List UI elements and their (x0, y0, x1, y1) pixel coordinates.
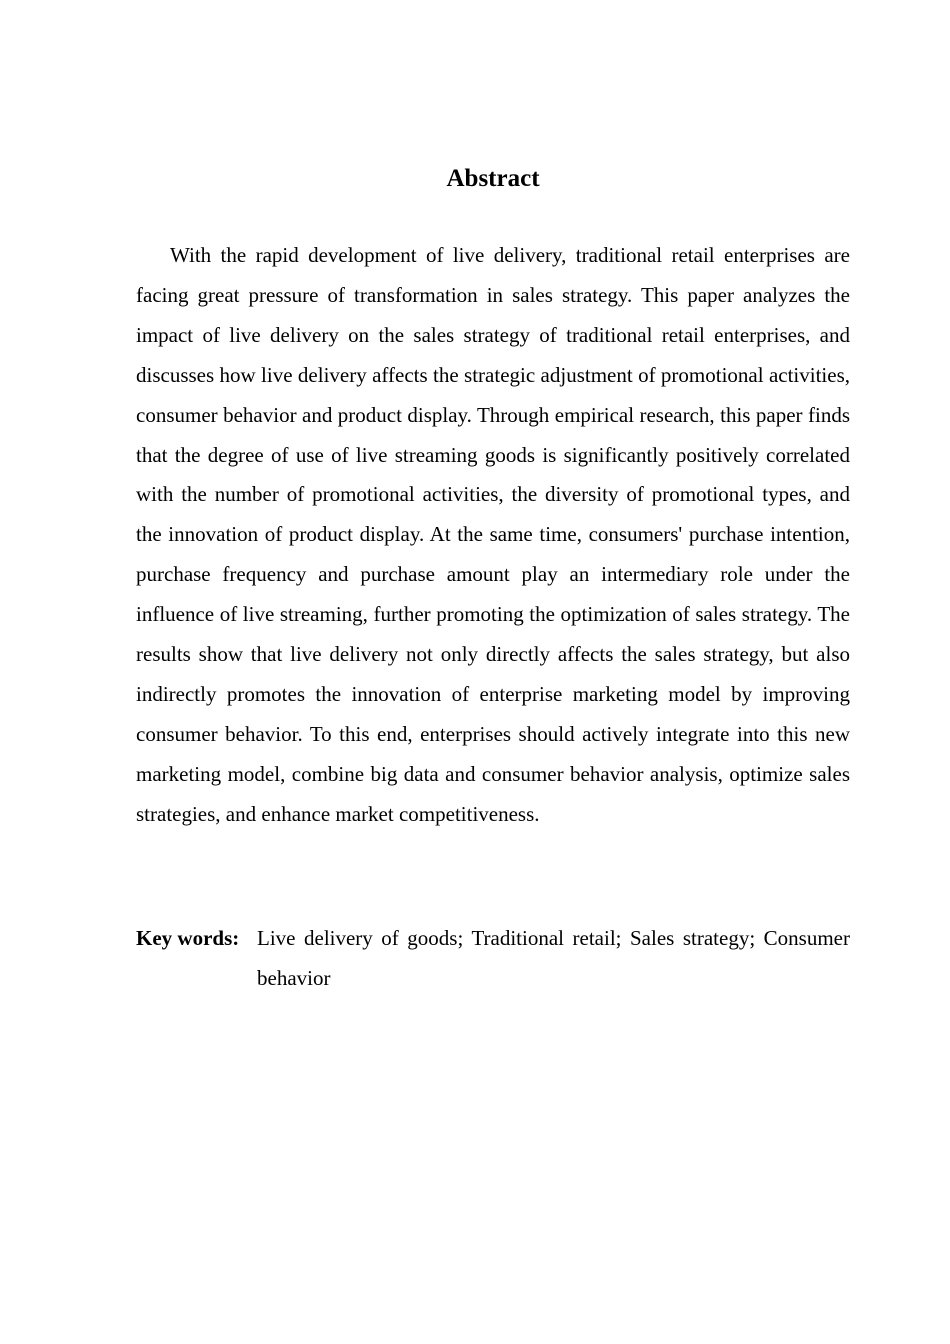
keywords-section (136, 918, 850, 998)
keywords-list: Live delivery of goods; Traditional retail; Sales strategy; Consumer behavior (257, 926, 850, 990)
abstract-text: With the rapid development of live delivery, traditional retail enterprises are facing great pressure of transformation in sales strategy. This paper analyzes the impact of live delivery on the sales strategy of traditional retail enterprises, and discusses how live delivery affects the strategic adjustment of promotional activities, consumer behavior and product display. Through empirical research, this paper finds that the degree of use of live streaming goods is significantly positively correlated with the number of promotional activities, the diversity of promotional types, and the innovation of product display. At the same time, consumers' purchase intention, purchase frequency and purchase amount play an intermediary role under the influence of live streaming, further promoting the optimization of sales strategy. The results show that live delivery not only directly affects the sales strategy, but also indirectly promotes the innovation of enterprise marketing model by improving consumer behavior. To this end, enterprises should actively integrate into this new marketing model, combine big data and consumer behavior analysis, optimize sales strategies, and enhance market competitiveness. (136, 243, 850, 826)
keywords-label: Key words: (136, 926, 240, 950)
abstract-title: Abstract (446, 165, 540, 192)
